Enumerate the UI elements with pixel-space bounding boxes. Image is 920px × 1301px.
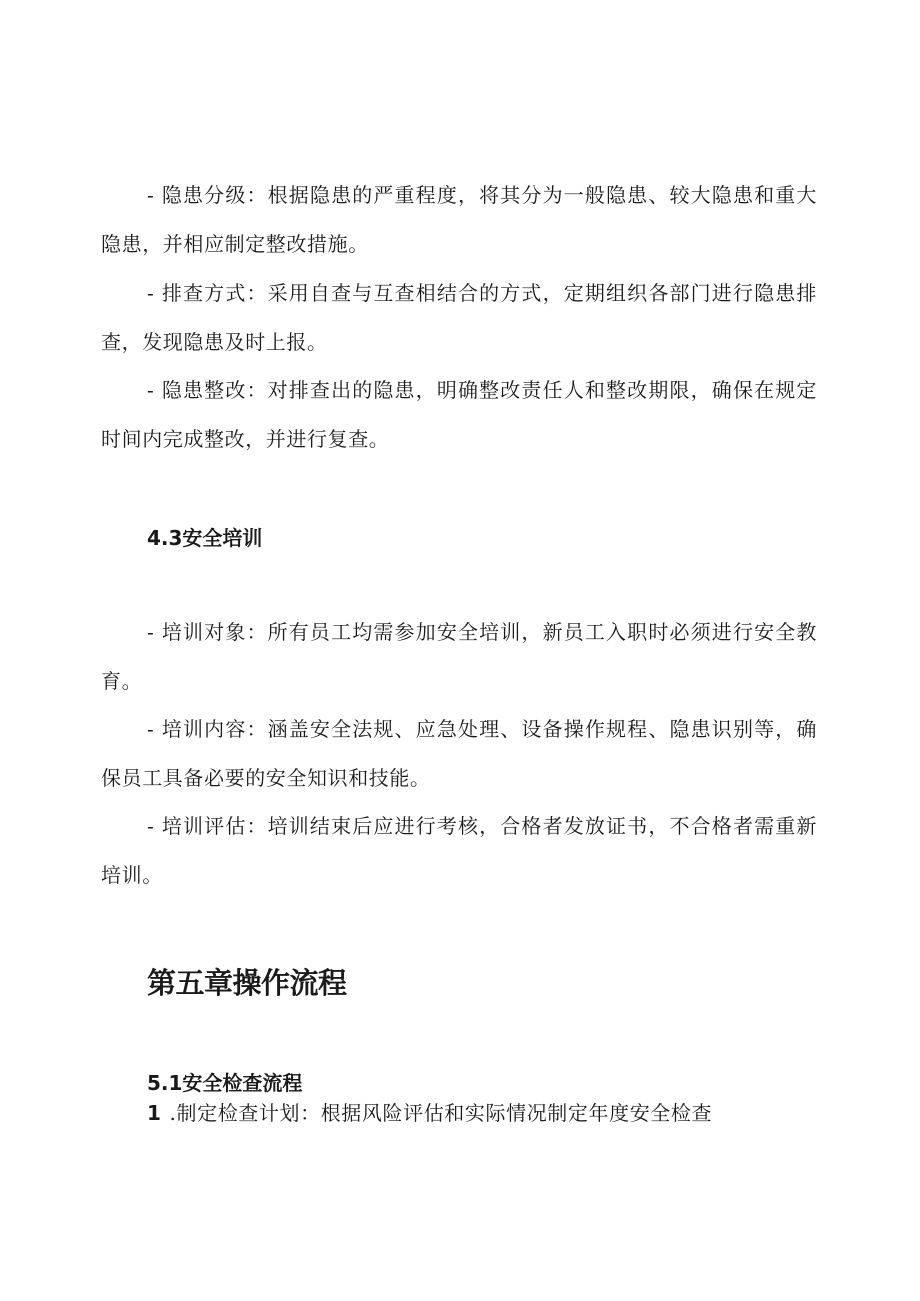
inspection-method-paragraph: - 排查方式：采用自查与互查相结合的方式，定期组织各部门进行隐患排查，发现隐患及时上报。 bbox=[101, 281, 817, 354]
hazard-grading-paragraph: - 隐患分级：根据隐患的严重程度，将其分为一般隐患、较大隐患和重大隐患，并相应制定整改措施。 bbox=[101, 183, 817, 256]
training-content-paragraph: - 培训内容：涵盖安全法规、应急处理、设备操作规程、隐患识别等，确保员工具备必要的安全知识和技能。 bbox=[101, 717, 817, 790]
list-item bbox=[147, 1099, 712, 1127]
section-5-1-heading: 5.1安全检查流程 bbox=[147, 1071, 303, 1095]
chapter-5-heading: 第五章操作流程 bbox=[147, 966, 347, 1000]
training-target-paragraph: - 培训对象：所有员工均需参加安全培训，新员工入职时必须进行安全教育。 bbox=[101, 620, 817, 693]
list-item-number: 1 bbox=[147, 1101, 162, 1125]
hazard-rectification-paragraph: - 隐患整改：对排查出的隐患，明确整改责任人和整改期限，确保在规定时间内完成整改，并进行复查。 bbox=[101, 378, 817, 451]
list-item-text: .制定检查计划：根据风险评估和实际情况制定年度安全检查 bbox=[169, 1101, 713, 1125]
section-4-3-heading: 4.3安全培训 bbox=[147, 526, 263, 550]
training-evaluation-paragraph: - 培训评估：培训结束后应进行考核，合格者发放证书，不合格者需重新培训。 bbox=[101, 814, 817, 887]
